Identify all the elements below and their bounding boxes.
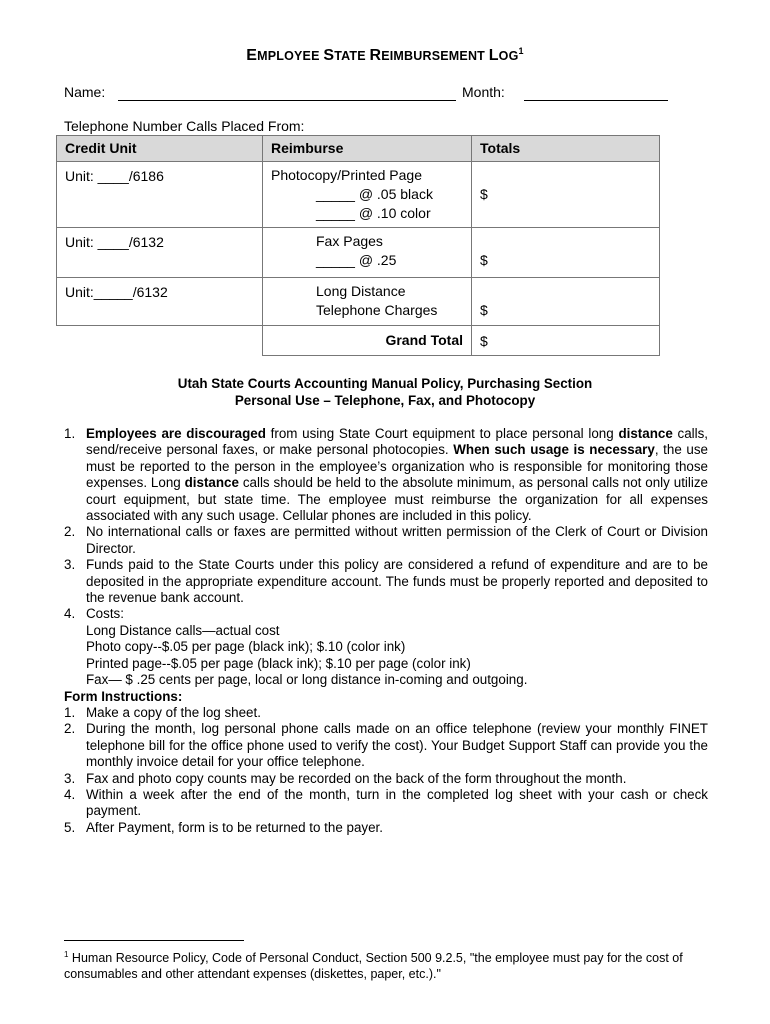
reimburse-cell: Photocopy/Printed Page _____ @ .05 black _____ @ .10 color — [263, 162, 472, 228]
list-item: 3. Funds paid to the State Courts under this policy are considered a refund of expenditure and are to be deposited in the appropriate expenditure account. The funds must be properly reported and deposited to the revenue bank account. — [64, 557, 708, 606]
header-totals: Totals — [472, 136, 660, 162]
table-row — [57, 162, 660, 228]
table-row — [57, 278, 660, 326]
unit-cell[interactable]: Unit:_____/6132 — [57, 278, 263, 326]
policy-list — [64, 426, 708, 689]
month-label: Month: — [462, 84, 505, 100]
form-instructions-list — [64, 705, 708, 836]
list-item: 5. After Payment, form is to be returned to the payer. — [64, 819, 383, 835]
list-item: 4. Within a week after the end of the month, turn in the completed log sheet with your cash or check payment. — [64, 786, 708, 819]
grand-total-row — [57, 326, 660, 356]
footnote-mark: 1 — [64, 950, 69, 959]
table-row — [57, 228, 660, 278]
unit-cell[interactable]: Unit: ____/6186 — [57, 162, 263, 228]
policy-heading: Utah State Courts Accounting Manual Policy, Purchasing Section Personal Use – Telephone, Fax, and Photocopy — [177, 376, 593, 408]
grand-total-cell[interactable]: $ — [472, 326, 660, 356]
total-cell[interactable]: $ — [472, 278, 660, 326]
cost-line: Photo copy--$.05 per page (black ink); $.10 (color ink) — [86, 639, 406, 655]
cost-line: Fax— $ .25 cents per page, local or long distance in-coming and outgoing. — [86, 672, 528, 688]
total-cell[interactable]: $ — [472, 228, 660, 278]
grand-total-label: Grand Total — [263, 326, 472, 356]
cost-line: Printed page--$.05 per page (black ink); $.10 per page (color ink) — [86, 655, 471, 671]
list-item: 1. Employees are discouraged from using State Court equipment to place personal long distance calls, send/receive personal faxes, or make personal photocopies. When such usage is necessary, the use must be reported to the person in the employee’s organization who is responsible for monitoring those expenses. Long distance calls should be held to the absolute minimum, as personal calls not only utilize court equipment, but state time. The employee must reimburse the organization for all expenses associated with any such usage. Cellular phones are included in this policy. — [64, 426, 709, 524]
table-header-row — [57, 136, 660, 162]
list-item: 2. No international calls or faxes are permitted without written permission of the Clerk of Court or Division Director. — [64, 524, 708, 556]
reimburse-cell: Fax Pages _____ @ .25 — [263, 228, 472, 278]
footnote-reference: 1 — [518, 46, 524, 56]
policy-body — [64, 426, 708, 836]
footnote: $^1$ Human Resource Policy, Code of Personal Conduct, Section 500 9.2.5, "the employee must pay for the cost of consumables and other attendant expenses (diskettes, paper, etc.)." — [64, 950, 683, 982]
document-title: EMPLOYEE STATE REIMBURSEMENT LOG$^1$ — [246, 46, 524, 64]
list-item: 1. Make a copy of the log sheet. — [64, 704, 261, 720]
header-reimburse: Reimburse — [263, 136, 472, 162]
list-item: 2. During the month, log personal phone calls made on an office telephone (review your monthly FINET telephone bill for the office phone used to verify the cost). Your Budget Support Staff can provide you the monthly invoice detail for your office telephone. — [64, 721, 708, 770]
telephone-heading: Telephone Number Calls Placed From: — [64, 118, 305, 134]
list-item: 3. Fax and photo copy counts may be recorded on the back of the form throughout the month. — [64, 770, 627, 786]
month-field[interactable] — [524, 100, 668, 101]
cost-line: Long Distance calls—actual cost — [86, 622, 280, 638]
reimburse-cell: Long Distance Telephone Charges — [263, 278, 472, 326]
reimbursement-table — [56, 135, 660, 356]
list-item: 4. Costs: Long Distance calls—actual cost Photo copy--$.05 per page (black ink); $.10 (color ink) Printed page--$.05 per page (black ink); $.10 per page (color ink) Fax— $ .25 cents per page, local or long distance in-coming and outgoing. — [64, 606, 708, 688]
name-field[interactable] — [118, 100, 456, 101]
total-cell[interactable]: $ — [472, 162, 660, 228]
form-instructions-heading: Form Instructions: — [64, 688, 183, 704]
footnote-divider — [64, 940, 244, 941]
header-credit-unit: Credit Unit — [57, 136, 263, 162]
unit-cell[interactable]: Unit: ____/6132 — [57, 228, 263, 278]
name-label: Name: — [64, 84, 106, 100]
